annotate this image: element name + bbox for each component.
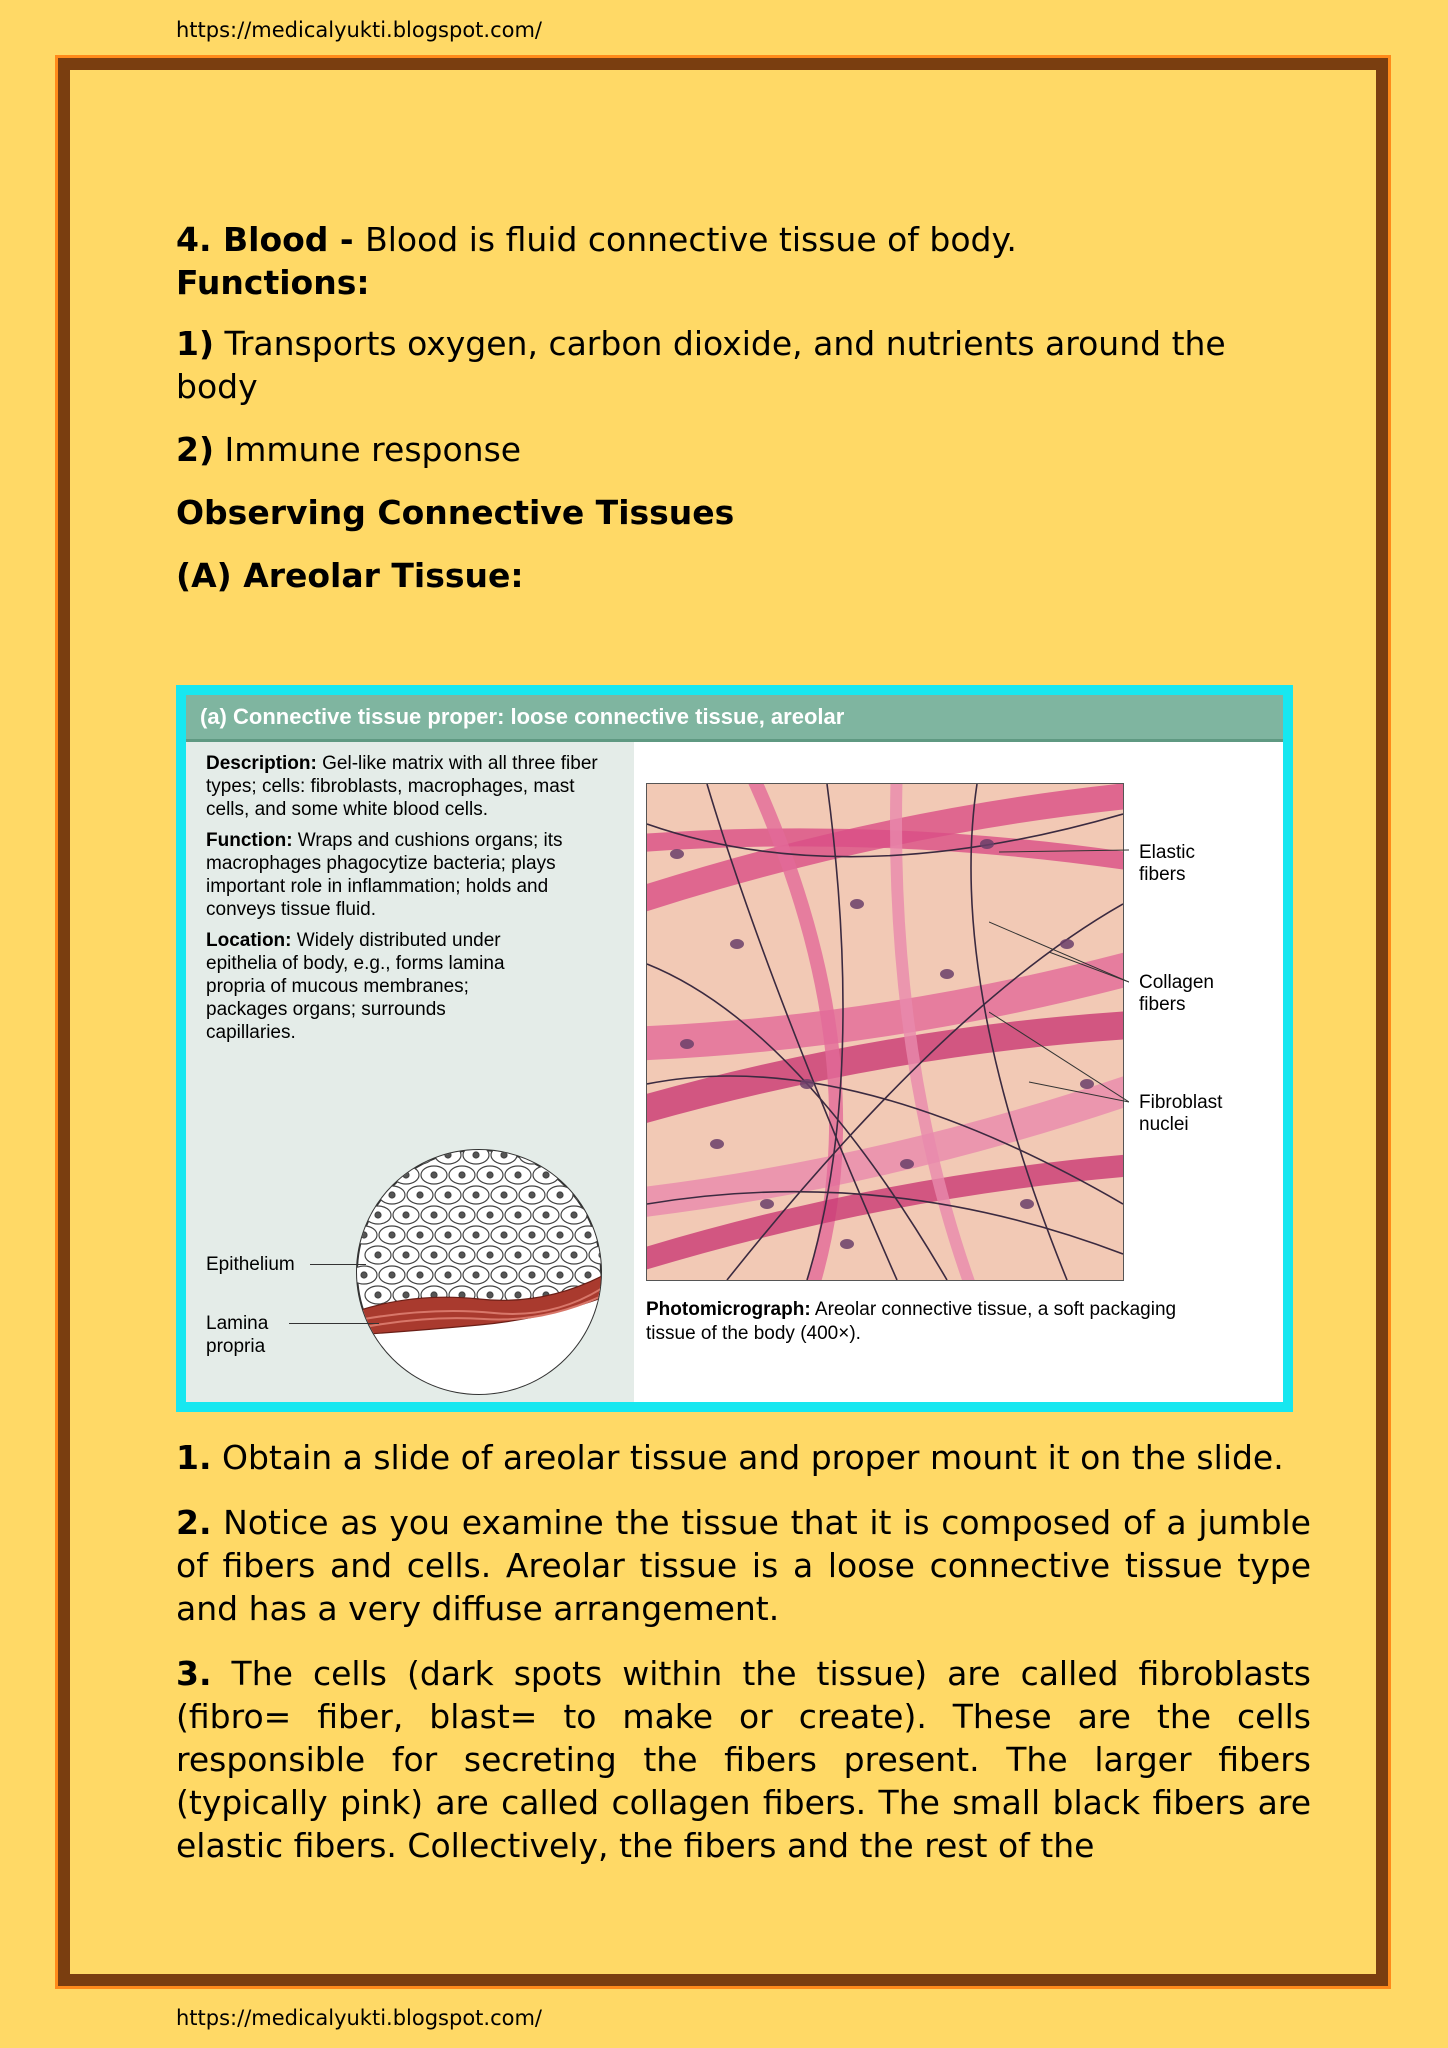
cell-nucleus <box>501 1192 507 1198</box>
lamina-label-2: propria <box>206 1336 266 1357</box>
cell-nucleus <box>403 1292 409 1298</box>
cell-nucleus <box>515 1292 521 1298</box>
fibroblast-label-2: nuclei <box>1139 1114 1189 1135</box>
cell-nucleus <box>473 1272 479 1278</box>
cell-nucleus <box>571 1172 577 1178</box>
cell-nucleus <box>473 1152 479 1158</box>
cell-nucleus <box>389 1192 395 1198</box>
cell-nucleus <box>571 1212 577 1218</box>
cell-nucleus <box>417 1152 423 1158</box>
cell-nucleus <box>515 1212 521 1218</box>
footer-url[interactable]: https://medicalyukti.blogspot.com/ <box>176 2006 543 2030</box>
cell-nucleus <box>585 1152 591 1158</box>
cell-nucleus <box>389 1152 395 1158</box>
cell-nucleus <box>431 1212 437 1218</box>
cell-nucleus <box>487 1212 493 1218</box>
cell-nucleus <box>501 1232 507 1238</box>
figure-description: Description: Gel-like matrix with all three fiber types; cells: fibroblasts, macrophages, mast cells, and some white blood cells. <box>206 753 598 820</box>
cell-nucleus <box>543 1212 549 1218</box>
blood-heading: 4. Blood - <box>176 220 366 259</box>
cell-nucleus <box>557 1152 563 1158</box>
epithelial-cell <box>589 1206 604 1224</box>
cell-nucleus <box>389 1232 395 1238</box>
lamina-label-1: Lamina <box>206 1313 269 1334</box>
cell-nucleus <box>361 1192 367 1198</box>
cell-nucleus <box>459 1172 465 1178</box>
cell-nucleus <box>529 1152 535 1158</box>
epithelial-cell <box>589 1166 604 1184</box>
cell-nucleus <box>375 1252 381 1258</box>
cell-nucleus <box>389 1272 395 1278</box>
epithelial-cell <box>575 1147 601 1164</box>
cell-nucleus <box>403 1212 409 1218</box>
epithelial-cell <box>407 1147 433 1164</box>
cell-nucleus <box>459 1212 465 1218</box>
fibroblast-nucleus <box>850 899 864 909</box>
cell-nucleus <box>445 1232 451 1238</box>
step-1: 1. Obtain a slide of areolar tissue and proper mount it on the slide. <box>176 1438 1284 1477</box>
cell-nucleus <box>585 1232 591 1238</box>
cell-nucleus <box>431 1252 437 1258</box>
subsection-title: (A) Areolar Tissue: <box>176 556 524 595</box>
fibroblast-nucleus <box>680 1039 694 1049</box>
step-3: 3. The cells (dark spots within the tissue) are called fibroblasts (fibro= fiber, blast= to make or create). These are the cells responsible for secreting the fibers present. The larger fibers (typically pink) are called collagen fibers. The small black fibers are elastic fibers. Collectively, the fibers and the rest of the <box>176 1654 1311 1865</box>
figure-description-panel <box>186 742 634 1402</box>
figure-header: (a) Connective tissue proper: loose connective tissue, areolar <box>186 695 1283 742</box>
cell-nucleus <box>361 1272 367 1278</box>
epithelial-cell <box>547 1147 573 1164</box>
cell-nucleus <box>557 1192 563 1198</box>
fibroblast-nucleus <box>760 1199 774 1209</box>
cell-nucleus <box>599 1212 604 1218</box>
fibroblast-nucleus <box>900 1159 914 1169</box>
cell-nucleus <box>459 1252 465 1258</box>
cell-nucleus <box>571 1252 577 1258</box>
fibroblast-nucleus <box>730 939 744 949</box>
blood-section <box>176 218 1311 597</box>
fibroblast-nucleus <box>670 849 684 859</box>
blood-paragraph <box>176 218 1311 261</box>
cell-nucleus <box>375 1172 381 1178</box>
cell-nucleus <box>529 1232 535 1238</box>
cell-nucleus <box>375 1292 381 1298</box>
cell-nucleus <box>473 1232 479 1238</box>
cell-nucleus <box>487 1252 493 1258</box>
figure-function: Function: Wraps and cushions organs; its macrophages phagocytize bacteria; plays important role in inflammation; holds and conveys tissue fluid. <box>206 830 563 920</box>
cell-nucleus <box>487 1172 493 1178</box>
cell-nucleus <box>529 1192 535 1198</box>
cell-nucleus <box>417 1192 423 1198</box>
fibroblast-label-1: Fibroblast <box>1139 1092 1223 1113</box>
figure-location: Location: Widely distributed under epithelia of body, e.g., forms lamina propria of mucous membranes; packages organs; surrounds capillaries. <box>206 930 505 1043</box>
section-title: Observing Connective Tissues <box>176 493 735 532</box>
epithelial-cell <box>365 1166 391 1184</box>
photomicrograph-panel <box>634 742 1283 1402</box>
steps-section <box>176 1436 1311 1867</box>
cell-nucleus <box>403 1252 409 1258</box>
photo-caption: Photomicrograph: Areolar connective tissue, a soft packaging tissue of the body (400×). <box>646 1299 1177 1344</box>
cell-nucleus <box>543 1172 549 1178</box>
epithelial-cell <box>561 1166 587 1184</box>
areolar-figure <box>176 685 1293 1412</box>
lamina-leader <box>289 1323 379 1324</box>
fibroblast-nucleus <box>840 1239 854 1249</box>
fibroblast-nucleus <box>940 969 954 979</box>
cell-nucleus <box>557 1272 563 1278</box>
fibroblast-nucleus <box>800 1079 814 1089</box>
cell-nucleus <box>557 1232 563 1238</box>
cell-nucleus <box>585 1192 591 1198</box>
tissue-diagram <box>354 1147 604 1397</box>
collagen-label-1: Collagen <box>1139 972 1214 993</box>
functions-label: Functions: <box>176 263 370 302</box>
epithelial-cell <box>354 1147 377 1164</box>
cell-nucleus <box>417 1232 423 1238</box>
epithelium-label: Epithelium <box>206 1254 295 1275</box>
cell-nucleus <box>515 1252 521 1258</box>
function-1: 1) Transports oxygen, carbon dioxide, and nutrients around the body <box>176 324 1226 406</box>
cell-nucleus <box>473 1192 479 1198</box>
cell-nucleus <box>445 1272 451 1278</box>
cell-nucleus <box>431 1172 437 1178</box>
epithelium-leader <box>310 1264 366 1265</box>
cell-nucleus <box>375 1212 381 1218</box>
epithelial-cell <box>379 1147 405 1164</box>
cell-nucleus <box>417 1272 423 1278</box>
cell-nucleus <box>501 1272 507 1278</box>
fibroblast-nucleus <box>710 1139 724 1149</box>
epithelial-cell <box>354 1186 377 1204</box>
collagen-label-2: fibers <box>1139 994 1186 1015</box>
cell-nucleus <box>361 1152 367 1158</box>
cell-nucleus <box>487 1292 493 1298</box>
label-leaders <box>989 802 1129 1162</box>
header-url[interactable]: https://medicalyukti.blogspot.com/ <box>176 18 543 42</box>
fibroblast-nucleus <box>1020 1199 1034 1209</box>
step-2: 2. Notice as you examine the tissue that it is composed of a jumble of fibers and cells. Areolar tissue is a loose connective tissue type and has a very diffuse arrangement. <box>176 1503 1311 1628</box>
cell-nucleus <box>515 1172 521 1178</box>
elastic-label-1: Elastic <box>1139 842 1195 863</box>
cell-nucleus <box>599 1172 604 1178</box>
cell-nucleus <box>529 1272 535 1278</box>
cell-nucleus <box>585 1272 591 1278</box>
cell-nucleus <box>445 1192 451 1198</box>
cell-nucleus <box>543 1252 549 1258</box>
elastic-label-2: fibers <box>1139 864 1186 885</box>
blood-text: Blood is fluid connective tissue of body. <box>365 220 1017 259</box>
function-2: 2) Immune response <box>176 430 522 469</box>
